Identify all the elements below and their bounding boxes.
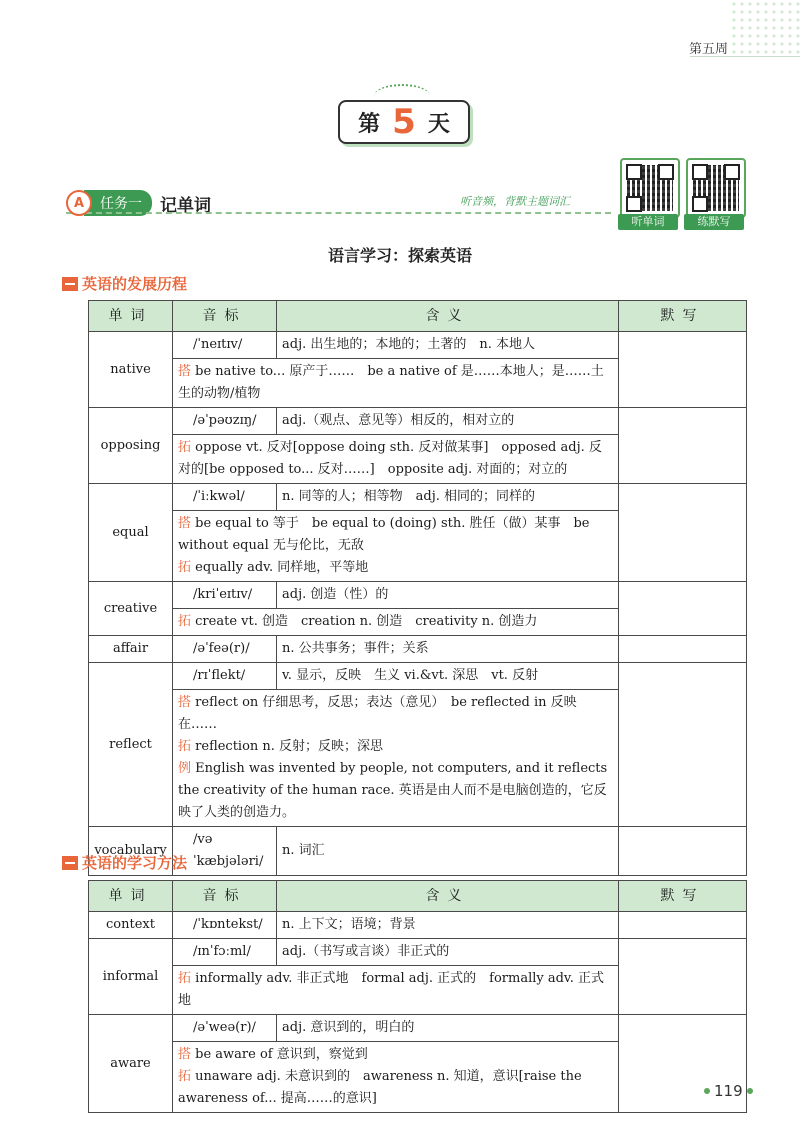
phonetic-cell: /əˈweə(r)/	[173, 1015, 277, 1042]
col-header-phonetic: 音标	[173, 881, 277, 912]
task-title: 记单词	[160, 195, 211, 216]
table-header-row	[89, 301, 747, 332]
section-title: 英语的学习方法	[82, 854, 188, 872]
table-row	[89, 827, 747, 876]
dictation-cell[interactable]	[619, 827, 747, 876]
word-cell: affair	[89, 636, 173, 663]
meaning-cell: n. 上下文；语境；背景	[277, 912, 619, 939]
col-header-meaning: 含义	[277, 881, 619, 912]
usage-text: be equal to 等于 be equal to (doing) sth. 胜任（做）某事 be without equal 无与伦比，无敌	[178, 516, 590, 553]
usage-text: reflection n. 反射；反映；深思	[195, 739, 384, 754]
word-cell: reflect	[89, 663, 173, 827]
usage-cell	[173, 1042, 619, 1113]
section-title: 英语的发展历程	[82, 275, 188, 293]
usage-text: equally adv. 同样地，平等地	[195, 560, 369, 575]
usage-tag: 拓	[178, 560, 192, 575]
table-row	[89, 408, 747, 435]
usage-line	[178, 513, 613, 557]
usage-tag: 搭	[178, 516, 192, 531]
table-row	[89, 484, 747, 511]
usage-line	[178, 968, 613, 1012]
usage-text: reflect on 仔细思考，反思；表达（意见） be reflected in 反映在……	[178, 695, 577, 732]
dictation-cell[interactable]	[619, 582, 747, 636]
topic-subtitle: 语言学习：探索英语	[327, 246, 472, 265]
day-number: 5	[392, 102, 416, 142]
usage-tag: 搭	[178, 1047, 192, 1062]
usage-tag: 拓	[178, 440, 192, 455]
table-row	[89, 663, 747, 690]
meaning-cell: adj.（观点、意见等）相反的，相对立的	[277, 408, 619, 435]
col-header-meaning: 含义	[277, 301, 619, 332]
word-cell: aware	[89, 1015, 173, 1113]
page-dot-icon	[704, 1088, 710, 1094]
section-marker-icon	[62, 856, 78, 870]
usage-cell	[173, 359, 619, 408]
phonetic-cell: /ɪnˈfɔːml/	[173, 939, 277, 966]
usage-tag: 拓	[178, 1069, 192, 1084]
usage-line	[178, 437, 613, 481]
dictation-cell[interactable]	[619, 939, 747, 1015]
usage-tag: 例	[178, 761, 192, 776]
table-row	[89, 912, 747, 939]
word-cell: native	[89, 332, 173, 408]
dictation-qr-icon[interactable]	[686, 158, 746, 218]
task-hint: 听音频，背默主题词汇	[460, 195, 570, 208]
day-title	[338, 100, 470, 144]
meaning-cell: n. 词汇	[277, 827, 619, 876]
dictation-cell[interactable]	[619, 332, 747, 408]
meaning-cell: v. 显示，反映 生义 vi.&vt. 深思 vt. 反射	[277, 663, 619, 690]
col-header-phonetic: 音标	[173, 301, 277, 332]
usage-tag: 搭	[178, 695, 192, 710]
task-label: 任务一	[84, 190, 152, 216]
table-row	[89, 1015, 747, 1042]
day-suffix: 天	[427, 111, 450, 137]
day-prefix: 第	[358, 111, 381, 137]
table-row	[89, 939, 747, 966]
phonetic-cell: /ˈneɪtɪv/	[173, 332, 277, 359]
usage-cell	[173, 609, 619, 636]
usage-tag: 拓	[178, 614, 192, 629]
word-cell: informal	[89, 939, 173, 1015]
usage-line	[178, 611, 613, 633]
meaning-cell: n. 同等的人；相等物 adj. 相同的；同样的	[277, 484, 619, 511]
usage-line	[178, 692, 613, 736]
phonetic-cell: /vəˈkæbjələri/	[173, 827, 277, 876]
phonetic-cell: /əˈfeə(r)/	[173, 636, 277, 663]
usage-cell	[173, 511, 619, 582]
phonetic-cell: /əˈpəʊzɪŋ/	[173, 408, 277, 435]
section-header	[62, 273, 187, 294]
meaning-cell: adj. 创造（性）的	[277, 582, 619, 609]
usage-tag: 拓	[178, 739, 192, 754]
col-header-dictation: 默写	[619, 301, 747, 332]
vocab-table-2	[88, 880, 747, 1113]
page-dot-icon	[747, 1088, 753, 1094]
usage-line	[178, 361, 613, 405]
dictation-practice-button[interactable]: 练默写	[684, 214, 744, 230]
usage-text: oppose vt. 反对[oppose doing sth. 反对做某事] opposed adj. 反对的[be opposed to... 反对……] opposite adj. 对面的；对立的	[178, 440, 602, 477]
table-row	[89, 636, 747, 663]
usage-cell	[173, 690, 619, 827]
usage-tag: 搭	[178, 364, 192, 379]
section-header	[62, 852, 187, 873]
usage-line	[178, 1066, 613, 1110]
col-header-dictation: 默写	[619, 881, 747, 912]
meaning-cell: adj. 意识到的，明白的	[277, 1015, 619, 1042]
meaning-cell: adj. 出生地的；本地的；土著的 n. 本地人	[277, 332, 619, 359]
word-cell: equal	[89, 484, 173, 582]
word-cell: creative	[89, 582, 173, 636]
listen-qr-icon[interactable]	[620, 158, 680, 218]
word-cell: context	[89, 912, 173, 939]
phonetic-cell: /kriˈeɪtɪv/	[173, 582, 277, 609]
meaning-cell: n. 公共事务；事件；关系	[277, 636, 619, 663]
usage-text: be aware of 意识到，察觉到	[195, 1047, 368, 1062]
usage-cell	[173, 435, 619, 484]
usage-text: create vt. 创造 creation n. 创造 creativity n. 创造力	[195, 614, 538, 629]
usage-line	[178, 557, 613, 579]
usage-text: informally adv. 非正式地 formal adj. 正式的 formally adv. 正式地	[178, 971, 604, 1008]
header-rule	[690, 56, 800, 57]
dictation-cell[interactable]	[619, 636, 747, 663]
usage-line	[178, 736, 613, 758]
col-header-word: 单词	[89, 881, 173, 912]
task-badge: A	[66, 190, 92, 216]
usage-text: English was invented by people, not computers, and it reflects the creativity of the human race. 英语是由人而不是电脑创造的，它反映了人类的创造力。	[178, 761, 608, 820]
phonetic-cell: /rɪˈflekt/	[173, 663, 277, 690]
usage-text: unaware adj. 未意识到的 awareness n. 知道，意识[raise the awareness of... 提高……的意识]	[178, 1069, 582, 1106]
word-cell: vocabulary	[89, 827, 173, 876]
usage-cell	[173, 966, 619, 1015]
corner-dot-pattern	[730, 0, 800, 56]
meaning-cell: adj.（书写或言谈）非正式的	[277, 939, 619, 966]
dictation-cell[interactable]	[619, 663, 747, 827]
task-divider	[66, 212, 611, 214]
phonetic-cell: /ˈiːkwəl/	[173, 484, 277, 511]
page-number-text: 119	[714, 1082, 743, 1100]
table-row	[89, 332, 747, 359]
usage-tag: 拓	[178, 971, 192, 986]
vocab-table-1	[88, 300, 747, 876]
usage-line	[178, 1044, 613, 1066]
dictation-cell[interactable]	[619, 912, 747, 939]
word-cell: opposing	[89, 408, 173, 484]
phonetic-cell: /ˈkɒntekst/	[173, 912, 277, 939]
table-header-row	[89, 881, 747, 912]
dictation-cell[interactable]	[619, 484, 747, 582]
listen-words-button[interactable]: 听单词	[618, 214, 678, 230]
usage-line	[178, 758, 613, 824]
page-number	[700, 1082, 757, 1100]
col-header-word: 单词	[89, 301, 173, 332]
dictation-cell[interactable]	[619, 408, 747, 484]
section-marker-icon	[62, 277, 78, 291]
week-label: 第五周	[688, 42, 728, 57]
usage-text: be native to... 原产于…… be a native of 是……本地人；是……土生的动物/植物	[178, 364, 604, 401]
table-row	[89, 582, 747, 609]
